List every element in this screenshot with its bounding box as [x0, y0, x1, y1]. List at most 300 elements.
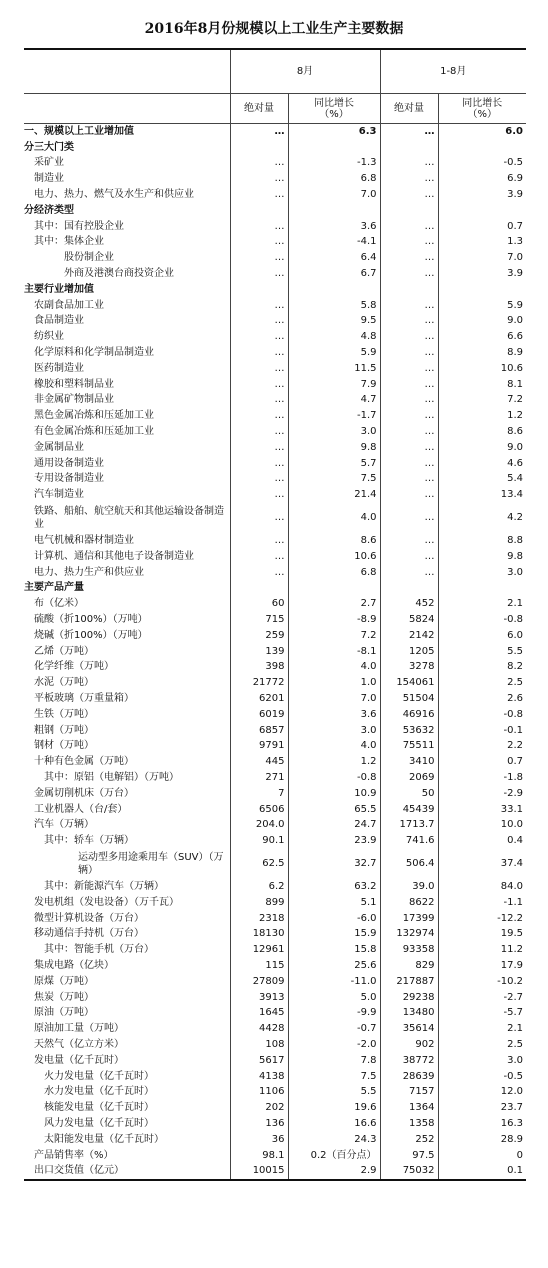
cell-month-yoy: 7.9 [288, 377, 380, 393]
cell-month-yoy: 4.0 [288, 503, 380, 533]
header-yoy-label: 同比增长 [314, 97, 354, 109]
cell-month-yoy: 5.8 [288, 298, 380, 314]
cell-ytd-abs: … [380, 235, 438, 251]
cell-ytd-yoy: 2.1 [438, 1021, 526, 1037]
cell-ytd-abs: … [380, 219, 438, 235]
table-row [24, 754, 526, 770]
table-row [24, 691, 526, 707]
cell-month-abs: … [230, 171, 288, 187]
cell-ytd-abs: 1713.7 [380, 817, 438, 833]
cell-ytd-abs: 7157 [380, 1084, 438, 1100]
cell-ytd-abs: 93358 [380, 942, 438, 958]
cell-month-yoy: 25.6 [288, 958, 380, 974]
cell-row-label: 其中：轿车（万辆） [44, 835, 134, 847]
cell-month-yoy: 6.8 [288, 171, 380, 187]
cell-month-abs: 6506 [230, 802, 288, 818]
cell-row-label: 微型计算机设备（万台） [34, 912, 144, 924]
cell-month-abs: … [230, 533, 288, 549]
cell-row-label: 电力、热力、燃气及水生产和供应业 [34, 189, 194, 201]
header-period-ytd: 1-8月 [380, 49, 526, 94]
cell-month-abs: … [230, 424, 288, 440]
cell-row-label: 黑色金属冶炼和压延加工业 [34, 410, 154, 422]
cell-month-yoy: 19.6 [288, 1100, 380, 1116]
table-row [24, 1132, 526, 1148]
cell-ytd-yoy: 4.6 [438, 456, 526, 472]
cell-ytd-yoy: 5.5 [438, 644, 526, 660]
cell-row-label: 集成电路（亿块） [34, 959, 114, 971]
cell-month-abs: … [230, 361, 288, 377]
table-row [24, 738, 526, 754]
table-row [24, 926, 526, 942]
cell-ytd-abs: 217887 [380, 974, 438, 990]
cell-row-label: 水力发电量（亿千瓦时） [44, 1086, 154, 1098]
table-row [24, 250, 526, 266]
cell-ytd-yoy: 3.9 [438, 187, 526, 203]
cell-month-abs [230, 140, 288, 156]
table-row [24, 644, 526, 660]
cell-ytd-abs [380, 140, 438, 156]
table-row [24, 549, 526, 565]
cell-ytd-abs [380, 581, 438, 597]
table-row [24, 235, 526, 251]
cell-month-abs: … [230, 503, 288, 533]
cell-ytd-abs [380, 282, 438, 298]
cell-month-abs: 136 [230, 1116, 288, 1132]
table-row [24, 1037, 526, 1053]
cell-ytd-yoy [438, 282, 526, 298]
cell-row-label: 铁路、船舶、航空航天和其他运输设备制造业 [34, 506, 224, 531]
cell-ytd-abs: … [380, 393, 438, 409]
cell-month-yoy: 5.7 [288, 456, 380, 472]
cell-ytd-abs: … [380, 187, 438, 203]
cell-ytd-yoy: -0.8 [438, 612, 526, 628]
cell-month-yoy: 16.6 [288, 1116, 380, 1132]
header-abs-ytd: 绝对量 [380, 94, 438, 124]
cell-row-label: 钢材（万吨） [34, 740, 94, 752]
cell-row-label: 粗钢（万吨） [34, 724, 94, 736]
cell-month-abs: … [230, 250, 288, 266]
cell-row-label: 发电量（亿千瓦时） [34, 1054, 124, 1066]
cell-ytd-abs: … [380, 361, 438, 377]
table-row [24, 1148, 526, 1164]
cell-month-abs: 899 [230, 895, 288, 911]
cell-ytd-abs: … [380, 345, 438, 361]
cell-row-label: 制造业 [34, 173, 64, 185]
cell-ytd-yoy: 4.2 [438, 503, 526, 533]
table-row [24, 124, 526, 140]
cell-month-abs: … [230, 456, 288, 472]
cell-row-label: 风力发电量（亿千瓦时） [44, 1117, 154, 1129]
table-row [24, 770, 526, 786]
table-row [24, 219, 526, 235]
cell-row-label: 计算机、通信和其他电子设备制造业 [34, 550, 194, 562]
cell-ytd-yoy: 1.2 [438, 408, 526, 424]
cell-ytd-yoy: -1.1 [438, 895, 526, 911]
cell-month-abs: … [230, 156, 288, 172]
cell-row-label: 水泥（万吨） [34, 677, 94, 689]
cell-row-label: 汽车制造业 [34, 489, 84, 501]
cell-ytd-abs: … [380, 549, 438, 565]
cell-month-abs: 259 [230, 628, 288, 644]
cell-ytd-abs: … [380, 472, 438, 488]
cell-ytd-abs: … [380, 266, 438, 282]
cell-ytd-yoy: 16.3 [438, 1116, 526, 1132]
cell-month-abs: 90.1 [230, 833, 288, 849]
cell-ytd-abs: 5824 [380, 612, 438, 628]
cell-month-abs: 21772 [230, 675, 288, 691]
cell-month-yoy: -4.1 [288, 235, 380, 251]
cell-month-abs: 9791 [230, 738, 288, 754]
table-row [24, 707, 526, 723]
table-row [24, 675, 526, 691]
header-yoy-label: 同比增长 [462, 97, 503, 109]
table-row [24, 187, 526, 203]
cell-row-label: 食品制造业 [34, 315, 84, 327]
cell-ytd-yoy: -12.2 [438, 911, 526, 927]
cell-month-yoy: 6.7 [288, 266, 380, 282]
table-row [24, 1069, 526, 1085]
cell-ytd-abs: 38772 [380, 1053, 438, 1069]
cell-month-yoy: -11.0 [288, 974, 380, 990]
cell-ytd-yoy: 17.9 [438, 958, 526, 974]
cell-row-label: 焦炭（万吨） [34, 991, 94, 1003]
cell-month-abs [230, 581, 288, 597]
cell-ytd-abs: 45439 [380, 802, 438, 818]
cell-ytd-yoy: 37.4 [438, 849, 526, 879]
cell-month-yoy: 7.2 [288, 628, 380, 644]
cell-row-label: 化学纤维（万吨） [34, 661, 114, 673]
cell-month-abs: 1106 [230, 1084, 288, 1100]
cell-ytd-abs: … [380, 171, 438, 187]
cell-row-label: 汽车（万辆） [34, 819, 94, 831]
cell-row-label: 乙烯（万吨） [34, 645, 94, 657]
cell-month-abs: … [230, 440, 288, 456]
cell-ytd-yoy: 0 [438, 1148, 526, 1164]
cell-month-abs: … [230, 235, 288, 251]
header-row-measures [24, 94, 526, 124]
cell-ytd-yoy: 3.9 [438, 266, 526, 282]
cell-ytd-abs: 506.4 [380, 849, 438, 879]
table-body [24, 124, 526, 1181]
cell-row-label: 其中：国有控股企业 [34, 220, 124, 232]
cell-month-abs: … [230, 345, 288, 361]
cell-month-abs: 60 [230, 596, 288, 612]
cell-month-abs: 7 [230, 786, 288, 802]
cell-ytd-abs: … [380, 408, 438, 424]
cell-month-abs: … [230, 314, 288, 330]
cell-row-label: 移动通信手持机（万台） [34, 928, 144, 940]
cell-ytd-abs: … [380, 424, 438, 440]
cell-row-label: 橡胶和塑料制品业 [34, 378, 114, 390]
cell-ytd-abs: … [380, 456, 438, 472]
cell-month-yoy: 24.7 [288, 817, 380, 833]
cell-ytd-yoy: 0.4 [438, 833, 526, 849]
cell-month-abs: 6.2 [230, 879, 288, 895]
table-row [24, 990, 526, 1006]
cell-month-abs: 108 [230, 1037, 288, 1053]
table-row [24, 1053, 526, 1069]
table-row [24, 974, 526, 990]
cell-row-label: 其中：原铝（电解铝）（万吨） [44, 771, 179, 783]
table-row [24, 266, 526, 282]
cell-ytd-abs: 53632 [380, 723, 438, 739]
header-blank-sub [24, 94, 230, 124]
cell-month-yoy: 9.8 [288, 440, 380, 456]
cell-month-abs: 18130 [230, 926, 288, 942]
cell-ytd-abs: 29238 [380, 990, 438, 1006]
cell-month-abs: … [230, 408, 288, 424]
cell-ytd-abs: 39.0 [380, 879, 438, 895]
cell-row-label: 纺织业 [34, 331, 64, 343]
cell-ytd-yoy: 2.5 [438, 675, 526, 691]
cell-month-yoy: -0.7 [288, 1021, 380, 1037]
cell-month-abs: … [230, 487, 288, 503]
cell-ytd-yoy: 23.7 [438, 1100, 526, 1116]
cell-month-abs: … [230, 329, 288, 345]
cell-row-label: 专用设备制造业 [34, 473, 104, 485]
cell-ytd-yoy: 7.0 [438, 250, 526, 266]
cell-month-yoy: 6.3 [288, 124, 380, 140]
table-row [24, 533, 526, 549]
cell-row-label: 工业机器人（台/套） [34, 803, 128, 815]
cell-ytd-yoy: 8.9 [438, 345, 526, 361]
table-row [24, 596, 526, 612]
table-row [24, 628, 526, 644]
cell-month-yoy: 32.7 [288, 849, 380, 879]
cell-month-yoy: 1.0 [288, 675, 380, 691]
cell-month-yoy: 10.6 [288, 549, 380, 565]
table-row [24, 723, 526, 739]
cell-month-yoy: 15.8 [288, 942, 380, 958]
cell-row-label: 非金属矿物制品业 [34, 394, 114, 406]
cell-row-label: 外商及港澳台商投资企业 [64, 268, 174, 280]
cell-month-yoy: -2.0 [288, 1037, 380, 1053]
cell-ytd-yoy: 1.3 [438, 235, 526, 251]
cell-ytd-yoy: 2.5 [438, 1037, 526, 1053]
cell-row-label: 其中：新能源汽车（万辆） [44, 880, 164, 892]
cell-ytd-abs: 1364 [380, 1100, 438, 1116]
cell-month-abs: 445 [230, 754, 288, 770]
cell-row-label: 产品销售率（%） [34, 1149, 114, 1161]
cell-month-abs: 10015 [230, 1163, 288, 1180]
cell-row-label: 农副食品加工业 [34, 299, 104, 311]
cell-row-label: 分经济类型 [24, 204, 74, 216]
table-row [24, 1163, 526, 1180]
cell-row-label: 分三大门类 [24, 141, 74, 153]
cell-ytd-abs: 50 [380, 786, 438, 802]
cell-ytd-yoy: 9.0 [438, 440, 526, 456]
cell-ytd-yoy: 10.0 [438, 817, 526, 833]
cell-month-yoy: 5.9 [288, 345, 380, 361]
table-row [24, 612, 526, 628]
cell-month-yoy: 1.2 [288, 754, 380, 770]
cell-ytd-yoy: -0.8 [438, 707, 526, 723]
table-row [24, 156, 526, 172]
cell-month-yoy: 3.0 [288, 424, 380, 440]
table-row [24, 565, 526, 581]
cell-row-label: 太阳能发电量（亿千瓦时） [44, 1133, 164, 1145]
cell-ytd-yoy: 9.8 [438, 549, 526, 565]
cell-month-abs: 204.0 [230, 817, 288, 833]
cell-row-label: 平板玻璃（万重量箱） [34, 692, 134, 704]
cell-row-label: 核能发电量（亿千瓦时） [44, 1102, 154, 1114]
table-row [24, 802, 526, 818]
cell-row-label: 电气机械和器材制造业 [34, 535, 134, 547]
cell-month-abs: … [230, 472, 288, 488]
cell-ytd-yoy: 13.4 [438, 487, 526, 503]
cell-month-abs: 115 [230, 958, 288, 974]
table-row [24, 140, 526, 156]
cell-row-label: 生铁（万吨） [34, 708, 94, 720]
cell-month-yoy: 3.0 [288, 723, 380, 739]
cell-ytd-abs: 902 [380, 1037, 438, 1053]
cell-row-label: 医药制造业 [34, 362, 84, 374]
cell-ytd-abs: … [380, 533, 438, 549]
cell-month-abs: 6857 [230, 723, 288, 739]
cell-month-yoy: 24.3 [288, 1132, 380, 1148]
cell-ytd-yoy: -0.1 [438, 723, 526, 739]
cell-ytd-abs: 17399 [380, 911, 438, 927]
cell-row-label: 股份制企业 [64, 252, 114, 264]
cell-ytd-yoy: 6.0 [438, 124, 526, 140]
cell-ytd-yoy: 7.2 [438, 393, 526, 409]
cell-month-yoy: 3.6 [288, 707, 380, 723]
table-row [24, 203, 526, 219]
cell-month-abs: … [230, 187, 288, 203]
cell-month-yoy: 6.4 [288, 250, 380, 266]
table-row [24, 329, 526, 345]
table-row [24, 440, 526, 456]
table-row [24, 958, 526, 974]
cell-month-abs: 398 [230, 660, 288, 676]
cell-month-yoy [288, 581, 380, 597]
cell-month-yoy: -1.7 [288, 408, 380, 424]
cell-ytd-yoy: 10.6 [438, 361, 526, 377]
cell-row-label: 原油（万吨） [34, 1007, 94, 1019]
cell-ytd-yoy: 9.0 [438, 314, 526, 330]
cell-ytd-abs: 46916 [380, 707, 438, 723]
cell-month-abs: 715 [230, 612, 288, 628]
cell-month-yoy: 4.0 [288, 738, 380, 754]
table-row [24, 487, 526, 503]
header-blank [24, 49, 230, 94]
cell-ytd-yoy [438, 203, 526, 219]
cell-row-label: 原油加工量（万吨） [34, 1023, 124, 1035]
cell-ytd-abs: 2069 [380, 770, 438, 786]
cell-row-label: 十种有色金属（万吨） [34, 756, 134, 768]
table-row [24, 817, 526, 833]
cell-ytd-yoy: 2.1 [438, 596, 526, 612]
cell-month-yoy: 7.0 [288, 691, 380, 707]
cell-month-yoy: -9.9 [288, 1005, 380, 1021]
cell-month-abs: … [230, 298, 288, 314]
cell-ytd-abs: … [380, 314, 438, 330]
cell-month-yoy: -8.1 [288, 644, 380, 660]
cell-ytd-yoy: 0.7 [438, 754, 526, 770]
cell-ytd-yoy: 2.2 [438, 738, 526, 754]
cell-ytd-yoy: 3.0 [438, 1053, 526, 1069]
cell-ytd-yoy: 8.8 [438, 533, 526, 549]
cell-month-abs: 36 [230, 1132, 288, 1148]
cell-ytd-abs: 97.5 [380, 1148, 438, 1164]
cell-ytd-yoy: 8.6 [438, 424, 526, 440]
table-row [24, 849, 526, 879]
table-row [24, 581, 526, 597]
cell-month-yoy: -1.3 [288, 156, 380, 172]
cell-ytd-abs: … [380, 503, 438, 533]
cell-month-abs: … [230, 124, 288, 140]
cell-row-label: 出口交货值（亿元） [24, 1163, 230, 1180]
cell-month-yoy: 7.5 [288, 1069, 380, 1085]
table-row [24, 1005, 526, 1021]
cell-ytd-yoy: 12.0 [438, 1084, 526, 1100]
cell-month-abs: 62.5 [230, 849, 288, 879]
cell-ytd-abs: 1205 [380, 644, 438, 660]
cell-month-yoy: 8.6 [288, 533, 380, 549]
table-row [24, 472, 526, 488]
cell-month-yoy: 5.1 [288, 895, 380, 911]
cell-row-label: 火力发电量（亿千瓦时） [44, 1070, 154, 1082]
cell-ytd-abs: 51504 [380, 691, 438, 707]
table-row [24, 879, 526, 895]
cell-ytd-abs: 829 [380, 958, 438, 974]
cell-month-abs: 4138 [230, 1069, 288, 1085]
table-row [24, 345, 526, 361]
cell-ytd-yoy: 84.0 [438, 879, 526, 895]
cell-ytd-yoy: 11.2 [438, 942, 526, 958]
cell-ytd-abs: 35614 [380, 1021, 438, 1037]
cell-ytd-abs: 252 [380, 1132, 438, 1148]
cell-month-abs: 1645 [230, 1005, 288, 1021]
cell-ytd-abs: 75511 [380, 738, 438, 754]
cell-month-abs: … [230, 219, 288, 235]
cell-ytd-abs: … [380, 156, 438, 172]
cell-month-abs [230, 203, 288, 219]
cell-month-yoy: 5.0 [288, 990, 380, 1006]
cell-month-yoy: 0.2（百分点） [288, 1148, 380, 1164]
table-row [24, 424, 526, 440]
cell-month-yoy: 7.0 [288, 187, 380, 203]
cell-row-label: 主要产品产量 [24, 582, 84, 594]
cell-row-label: 主要行业增加值 [24, 283, 94, 295]
cell-row-label: 布（亿米） [34, 598, 84, 610]
cell-ytd-yoy: -2.9 [438, 786, 526, 802]
cell-ytd-yoy: -2.7 [438, 990, 526, 1006]
table-row [24, 377, 526, 393]
table-row [24, 895, 526, 911]
cell-ytd-abs: … [380, 565, 438, 581]
data-table-container [24, 48, 526, 1181]
cell-month-yoy: -8.9 [288, 612, 380, 628]
cell-row-label: 天然气（亿立方米） [34, 1038, 124, 1050]
cell-month-abs: 2318 [230, 911, 288, 927]
cell-month-abs: … [230, 565, 288, 581]
cell-row-label: 烧碱（折100%）（万吨） [34, 629, 148, 641]
cell-month-abs: … [230, 393, 288, 409]
cell-month-abs [230, 282, 288, 298]
cell-row-label: 有色金属冶炼和压延加工业 [34, 426, 154, 438]
cell-month-yoy: 63.2 [288, 879, 380, 895]
cell-month-yoy: 3.6 [288, 219, 380, 235]
cell-ytd-yoy: -0.5 [438, 156, 526, 172]
cell-ytd-yoy: -5.7 [438, 1005, 526, 1021]
cell-row-label: 原煤（万吨） [34, 975, 94, 987]
cell-ytd-abs: … [380, 377, 438, 393]
cell-ytd-yoy: -10.2 [438, 974, 526, 990]
cell-ytd-yoy: 5.9 [438, 298, 526, 314]
cell-ytd-abs: … [380, 250, 438, 266]
cell-ytd-abs: 452 [380, 596, 438, 612]
